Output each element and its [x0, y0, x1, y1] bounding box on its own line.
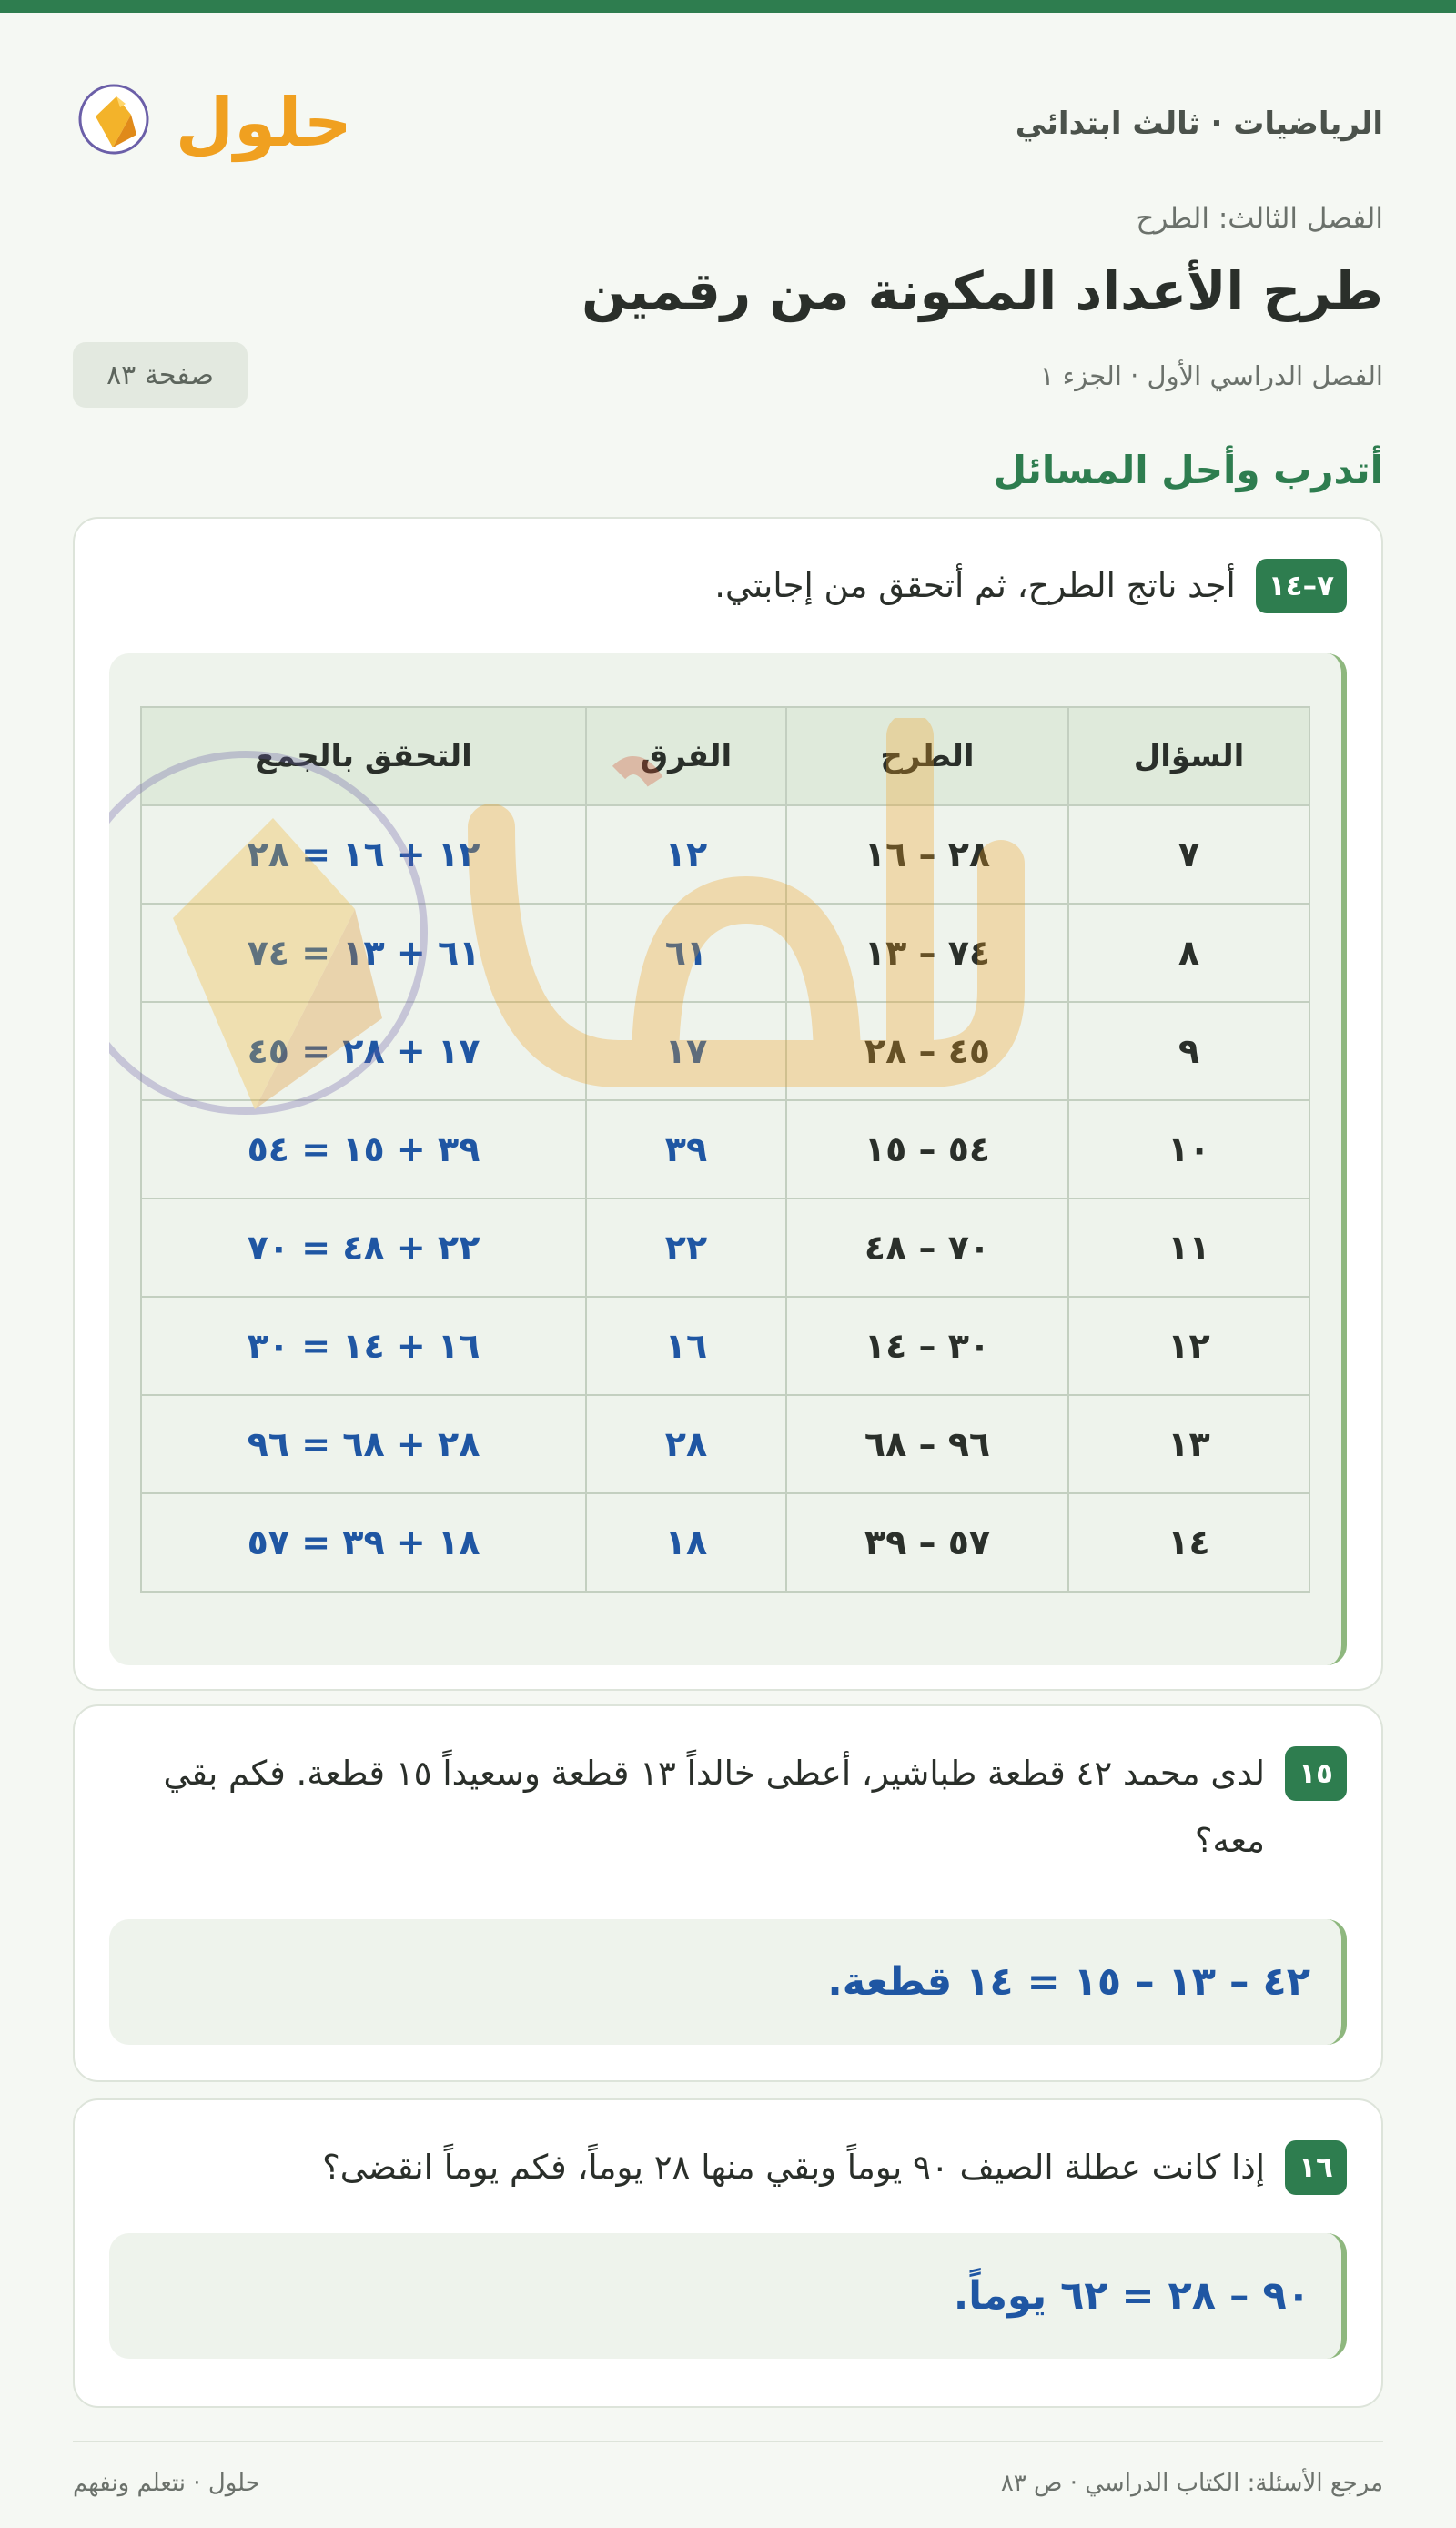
- cell-subtraction: ٢٨ – ١٦: [786, 805, 1068, 904]
- footer-reference: مرجع الأسئلة: الكتاب الدراسي · ص ٨٣: [1000, 2470, 1383, 2497]
- cell-subtraction: ٤٥ – ٢٨: [786, 1002, 1068, 1100]
- section-heading: أتدرب وأحل المسائل: [993, 448, 1383, 492]
- question-card-15: [73, 1704, 1383, 2082]
- answer-panel: [109, 653, 1347, 1665]
- cell-check: ١٨ + ٣٩ = ٥٧: [141, 1493, 586, 1592]
- question-header: [109, 1746, 1347, 1875]
- chapter-label: الفصل الثالث: الطرح: [1136, 202, 1383, 235]
- question-number-badge: ٧–١٤: [1256, 559, 1347, 613]
- logo-mark: [73, 69, 346, 169]
- cell-question-number: ١٤: [1068, 1493, 1309, 1592]
- term-label: الفصل الدراسي الأول · الجزء ١: [1039, 360, 1383, 391]
- cell-difference: ١٢: [586, 805, 786, 904]
- cell-difference: ٦١: [586, 904, 786, 1002]
- cell-difference: ١٦: [586, 1297, 786, 1395]
- cell-subtraction: ٧٠ – ٤٨: [786, 1198, 1068, 1297]
- logo-wordmark: حلول: [175, 84, 346, 162]
- question-text: لدى محمد ٤٢ قطعة طباشير، أعطى خالداً ١٣ قطعة وسعيداً ١٥ قطعة. فكم بقي معه؟: [163, 1754, 1265, 1860]
- cell-question-number: ٩: [1068, 1002, 1309, 1100]
- table-row: [141, 1297, 1309, 1395]
- page-number-badge: صفحة ٨٣: [73, 342, 248, 408]
- cell-question-number: ١١: [1068, 1198, 1309, 1297]
- cell-check: ١٦ + ١٤ = ٣٠: [141, 1297, 586, 1395]
- footer-brand: حلول · نتعلم ونفهم: [73, 2470, 260, 2497]
- question-text: أجد ناتج الطرح، ثم أتحقق من إجابتي.: [714, 566, 1236, 605]
- header-subtraction: الطرح: [786, 707, 1068, 805]
- question-number-badge: ١٦: [1285, 2140, 1347, 2195]
- table-row: [141, 1002, 1309, 1100]
- cell-subtraction: ٥٤ – ١٥: [786, 1100, 1068, 1198]
- cell-question-number: ١٠: [1068, 1100, 1309, 1198]
- page: [73, 13, 1383, 2528]
- question-number-badge: ١٥: [1285, 1746, 1347, 1801]
- header-check: التحقق بالجمع: [141, 707, 586, 805]
- cell-question-number: ٨: [1068, 904, 1309, 1002]
- header-difference: الفرق: [586, 707, 786, 805]
- table-row: [141, 1198, 1309, 1297]
- cell-difference: ٣٩: [586, 1100, 786, 1198]
- table-row: [141, 1100, 1309, 1198]
- cell-check: ١٧ + ٢٨ = ٤٥: [141, 1002, 586, 1100]
- table-header-row: [141, 707, 1309, 805]
- question-text: إذا كانت عطلة الصيف ٩٠ يوماً وبقي منها ٢٨ يوماً، فكم يوماً انقضى؟: [322, 2148, 1265, 2187]
- cell-question-number: ١٣: [1068, 1395, 1309, 1493]
- cell-difference: ١٨: [586, 1493, 786, 1592]
- top-accent-bar: [0, 0, 1456, 13]
- question-card-7-14: [73, 517, 1383, 1691]
- cell-question-number: ٧: [1068, 805, 1309, 904]
- hulul-logo[interactable]: [73, 69, 346, 169]
- subtraction-table: [140, 706, 1310, 1593]
- cell-subtraction: ٥٧ – ٣٩: [786, 1493, 1068, 1592]
- subject-label: الرياضيات · ثالث ابتدائي: [1015, 106, 1383, 142]
- cell-check: ٣٩ + ١٥ = ٥٤: [141, 1100, 586, 1198]
- question-header: [322, 2140, 1347, 2201]
- cell-subtraction: ٩٦ – ٦٨: [786, 1395, 1068, 1493]
- table-row: [141, 904, 1309, 1002]
- cell-check: ٦١ + ١٣ = ٧٤: [141, 904, 586, 1002]
- question-card-16: [73, 2098, 1383, 2408]
- header-question: السؤال: [1068, 707, 1309, 805]
- answer-text: ٤٢ – ١٣ – ١٥ = ١٤ قطعة.: [827, 1959, 1310, 2005]
- cell-difference: ١٧: [586, 1002, 786, 1100]
- footer-divider: [73, 2441, 1383, 2442]
- answer-panel: [109, 2233, 1347, 2359]
- cell-check: ١٢ + ١٦ = ٢٨: [141, 805, 586, 904]
- header: [73, 69, 1383, 178]
- cell-check: ٢٢ + ٤٨ = ٧٠: [141, 1198, 586, 1297]
- page-title: طرح الأعداد المكونة من رقمين: [581, 260, 1383, 322]
- question-header: [714, 559, 1347, 620]
- cell-subtraction: ٧٤ – ١٣: [786, 904, 1068, 1002]
- cell-difference: ٢٢: [586, 1198, 786, 1297]
- table-row: [141, 1395, 1309, 1493]
- cell-difference: ٢٨: [586, 1395, 786, 1493]
- table-row: [141, 1493, 1309, 1592]
- table-row: [141, 805, 1309, 904]
- answer-text: ٩٠ – ٢٨ = ٦٢ يوماً.: [953, 2273, 1310, 2319]
- cell-check: ٢٨ + ٦٨ = ٩٦: [141, 1395, 586, 1493]
- answer-panel: [109, 1919, 1347, 2045]
- cell-subtraction: ٣٠ – ١٤: [786, 1297, 1068, 1395]
- cell-question-number: ١٢: [1068, 1297, 1309, 1395]
